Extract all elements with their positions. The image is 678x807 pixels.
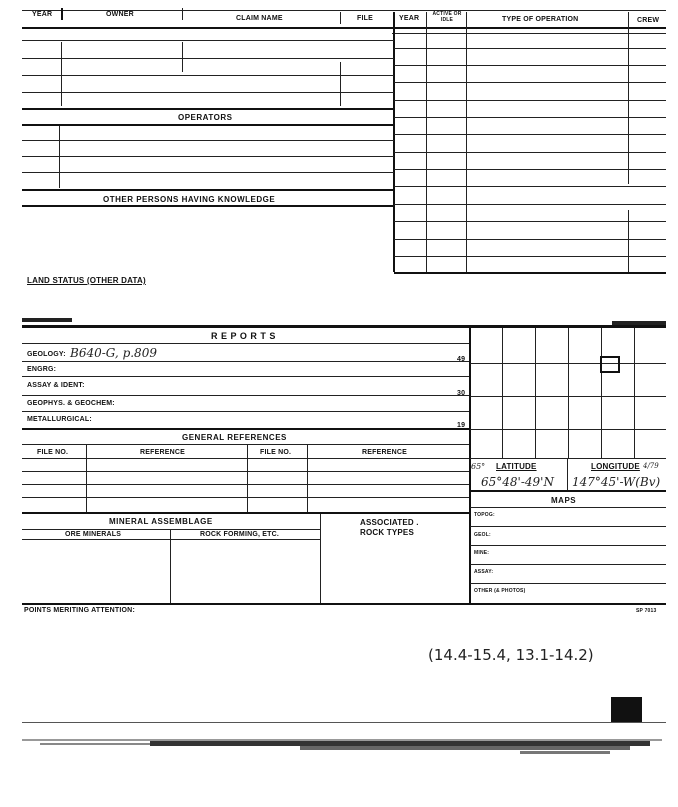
col-active-idle: ACTIVE OR IDLE	[432, 11, 462, 23]
land-status-label: LAND STATUS (OTHER DATA)	[27, 276, 146, 285]
col-owner: OWNER	[106, 11, 134, 18]
longitude-value: 147°45'-W(Bv)	[572, 475, 661, 489]
col-claim-name: CLAIM NAME	[236, 15, 283, 22]
report-number-49: 49	[457, 356, 466, 363]
maps-heading: MAPS	[551, 496, 577, 505]
maps-other-label: OTHER (& PHOTOS)	[474, 588, 526, 594]
maps-assay-label: ASSAY:	[474, 569, 494, 575]
associated-label: ASSOCIATED .	[360, 518, 419, 527]
assay-ident-label: ASSAY & IDENT:	[27, 382, 85, 389]
longitude-label: LONGITUDE	[591, 462, 640, 471]
file-no-header-2: FILE NO.	[260, 449, 292, 456]
col-crew: CREW	[637, 17, 660, 24]
reports-heading: R E P O R T S	[211, 331, 276, 341]
geology-label: GEOLOGY:	[27, 351, 66, 358]
metallurgical-label: METALLURGICAL:	[27, 416, 92, 423]
rock-types-label: ROCK TYPES	[360, 528, 415, 537]
other-persons-heading: OTHER PERSONS HAVING KNOWLEDGE	[103, 195, 276, 204]
general-references-heading: GENERAL REFERENCES	[182, 433, 287, 442]
report-number-30: 30	[457, 390, 466, 397]
geophys-geochem-label: GEOPHYS. & GEOCHEM:	[27, 400, 115, 407]
engrg-label: ENGRG:	[27, 366, 57, 373]
reference-header-1: REFERENCE	[140, 449, 185, 456]
geology-value: B640-G, p.809	[70, 346, 157, 360]
location-marker-icon	[600, 356, 620, 373]
operators-heading: OPERATORS	[178, 113, 233, 122]
maps-topog-label: TOPOG:	[474, 512, 495, 518]
report-number-19: 19	[457, 422, 466, 429]
col-year: YEAR	[32, 11, 53, 18]
handwritten-note: (14.4-15.4, 13.1-14.2)	[428, 646, 594, 664]
file-no-header-1: FILE NO.	[37, 449, 69, 456]
reference-header-2: REFERENCE	[362, 449, 407, 456]
ore-minerals-header: ORE MINERALS	[65, 531, 122, 538]
longitude-suffix: 4/79	[643, 462, 659, 470]
form-code: SP 7013	[636, 608, 657, 614]
col-type-of-operation: TYPE OF OPERATION	[502, 16, 579, 23]
points-meriting-attention-label: POINTS MERITING ATTENTION:	[24, 607, 135, 614]
latitude-label: LATITUDE	[496, 462, 537, 471]
rock-forming-header: ROCK FORMING, ETC.	[200, 531, 280, 538]
mineral-assemblage-heading: MINERAL ASSEMBLAGE	[109, 517, 213, 526]
maps-mine-label: MINE:	[474, 550, 490, 556]
latitude-value: 65°48'-49'N	[481, 475, 554, 489]
latitude-prefix: 65°	[471, 462, 486, 471]
col-file: FILE	[357, 15, 373, 22]
maps-geol-label: GEOL:	[474, 532, 491, 538]
col-year-2: YEAR	[399, 15, 420, 22]
